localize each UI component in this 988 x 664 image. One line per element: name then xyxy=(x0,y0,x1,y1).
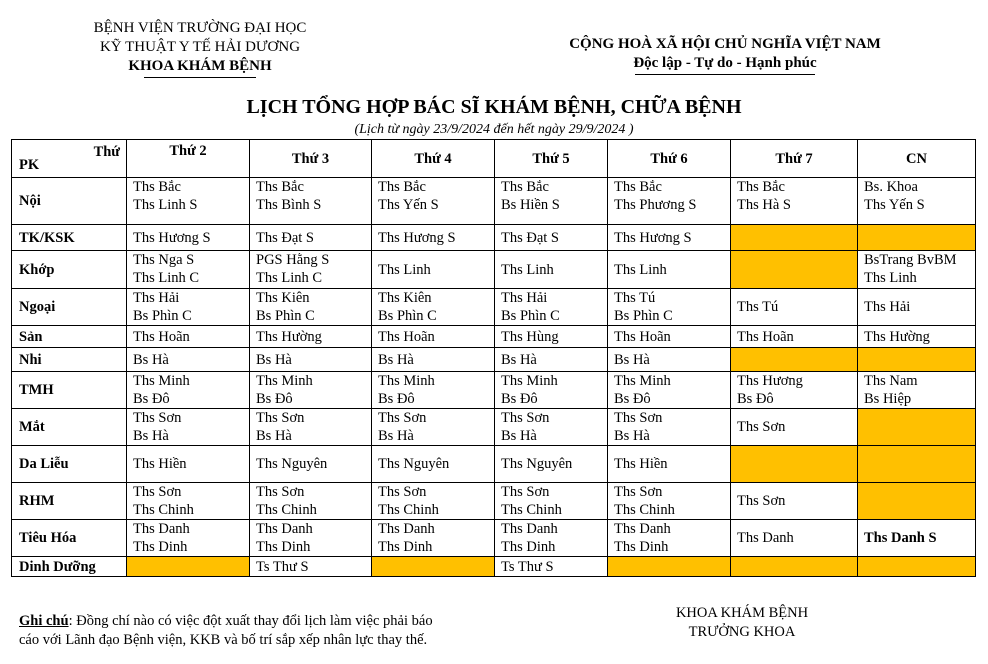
doctor-name: Bs Hà xyxy=(614,428,650,444)
table-row xyxy=(12,289,976,326)
schedule-cell xyxy=(250,348,372,372)
doctor-name: Ths Sơn xyxy=(256,484,305,500)
doctor-name: Ths Tú xyxy=(614,290,656,306)
doctor-name: Ths Nguyên xyxy=(378,456,450,472)
doctor-name: Ths Linh xyxy=(501,261,554,278)
doctor-name: Ths Linh xyxy=(864,270,917,286)
schedule-cell xyxy=(127,520,250,557)
schedule-cell xyxy=(495,289,608,326)
schedule-cell xyxy=(127,409,250,446)
day-header: Thứ 2 xyxy=(127,140,250,178)
schedule-cell xyxy=(495,326,608,348)
schedule-cell xyxy=(495,446,608,483)
doctor-name: Ths Tú xyxy=(737,299,779,315)
hospital-name-line1: BỆNH VIỆN TRƯỜNG ĐẠI HỌC xyxy=(93,20,307,36)
schedule-cell xyxy=(250,520,372,557)
doctor-name: Bs Hà xyxy=(501,351,537,368)
doctor-name: Ths Linh C xyxy=(133,270,200,286)
doctor-name: Ths Hoãn xyxy=(378,328,435,345)
doctor-name: Ths Bắc xyxy=(737,179,785,195)
doctor-name: Ths Danh xyxy=(614,521,671,537)
footnote xyxy=(19,612,489,650)
schedule-cell xyxy=(495,225,608,251)
doctor-name: Ths Hà S xyxy=(737,197,791,213)
schedule-table xyxy=(11,139,976,577)
schedule-cell xyxy=(858,326,976,348)
note-text-line1: : Đồng chí nào có việc đột xuất thay đổi lịch làm việc phải báo xyxy=(68,613,433,629)
schedule-cell xyxy=(858,483,976,520)
doctor-name: Ths Hương S xyxy=(378,229,456,246)
schedule-cell xyxy=(858,557,976,577)
schedule-body xyxy=(12,178,976,577)
doctor-name: Bs Hà xyxy=(133,428,169,444)
doctor-name: Ths Kiên xyxy=(378,290,432,306)
schedule-cell xyxy=(858,409,976,446)
schedule-cell xyxy=(250,225,372,251)
document-subtitle: (Lịch từ ngày 23/9/2024 đến hết ngày 29/9/2024 ) xyxy=(354,122,634,137)
doctor-name: Ths Dinh xyxy=(501,539,556,555)
signature-department: KHOA KHÁM BỆNH xyxy=(675,605,809,621)
doctor-name: Ths Linh C xyxy=(256,270,323,286)
doctor-name: Ths Hoãn xyxy=(133,328,190,345)
schedule-cell xyxy=(731,483,858,520)
schedule-cell xyxy=(731,251,858,289)
doctor-name: Ths Yến S xyxy=(378,197,439,213)
clinic-name: Dinh Dưỡng xyxy=(12,557,127,577)
schedule-cell xyxy=(495,251,608,289)
schedule-cell xyxy=(372,225,495,251)
schedule-cell xyxy=(495,409,608,446)
doctor-name: Ths Nga S xyxy=(133,252,195,268)
day-header: Thứ 5 xyxy=(495,140,608,178)
schedule-cell xyxy=(372,251,495,289)
schedule-cell xyxy=(127,326,250,348)
schedule-cell xyxy=(731,446,858,483)
doctor-name: Ths Bắc xyxy=(256,179,304,195)
doctor-name: Ths Hải xyxy=(864,299,911,315)
doctor-name: Bs Phìn C xyxy=(614,308,673,324)
doctor-name: Bs Hà xyxy=(378,428,414,444)
doctor-name: Bs Phìn C xyxy=(133,308,192,324)
table-row xyxy=(12,251,976,289)
doctor-name: Ths Nguyên xyxy=(256,456,328,472)
schedule-cell xyxy=(372,372,495,409)
doctor-name: Ths Chinh xyxy=(133,502,194,518)
schedule-cell xyxy=(372,409,495,446)
schedule-cell xyxy=(372,520,495,557)
schedule-cell xyxy=(127,178,250,225)
schedule-cell xyxy=(858,520,976,557)
doctor-name: Ths Kiên xyxy=(256,290,310,306)
doctor-name: Ths Hương xyxy=(737,373,803,389)
doctor-name: BsTrang BvBM xyxy=(864,252,957,268)
department-name: KHOA KHÁM BỆNH xyxy=(128,58,272,74)
table-row xyxy=(12,520,976,557)
doctor-name: Bs Đô xyxy=(378,391,415,407)
clinic-name: Da Liễu xyxy=(12,446,127,483)
schedule-cell xyxy=(858,372,976,409)
doctor-name: Bs Đô xyxy=(133,391,170,407)
table-header-row xyxy=(12,140,976,178)
doctor-name: Ths Chinh xyxy=(501,502,562,518)
schedule-cell xyxy=(858,348,976,372)
clinic-name: RHM xyxy=(12,483,127,520)
corner-pk-label: PK xyxy=(19,157,40,173)
doctor-name: Ths Danh xyxy=(378,521,435,537)
header-left-underline xyxy=(144,77,256,78)
clinic-name: Nội xyxy=(12,178,127,225)
schedule-cell xyxy=(250,557,372,577)
schedule-cell xyxy=(127,557,250,577)
table-row xyxy=(12,348,976,372)
doctor-name: Ths Sơn xyxy=(378,484,427,500)
schedule-cell xyxy=(250,483,372,520)
doctor-name: Ths Dinh xyxy=(256,539,311,555)
doctor-name: Bs Hiền S xyxy=(501,197,560,213)
doctor-name: Ths Sơn xyxy=(501,410,550,426)
table-row xyxy=(12,178,976,225)
schedule-cell xyxy=(731,289,858,326)
day-header: Thứ 4 xyxy=(372,140,495,178)
doctor-name: Ths Chinh xyxy=(378,502,439,518)
doctor-name: Ths Minh xyxy=(614,373,671,389)
schedule-cell xyxy=(250,372,372,409)
doctor-name: Ths Minh xyxy=(133,373,190,389)
schedule-cell xyxy=(372,178,495,225)
note-label: Ghi chú xyxy=(19,613,69,629)
doctor-name: PGS Hằng S xyxy=(256,252,330,268)
clinic-name: Tiêu Hóa xyxy=(12,520,127,557)
document-title: LỊCH TỔNG HỢP BÁC SĨ KHÁM BỆNH, CHỮA BỆNH xyxy=(246,96,742,118)
schedule-cell xyxy=(608,348,731,372)
doctor-name: Ths Sơn xyxy=(133,410,182,426)
clinic-name: Nhi xyxy=(12,348,127,372)
doctor-name: Ths Linh xyxy=(378,261,431,278)
doctor-name: Bs Đô xyxy=(614,391,651,407)
doctor-name: Bs Đô xyxy=(737,391,774,407)
schedule-cell xyxy=(372,289,495,326)
schedule-cell xyxy=(608,557,731,577)
doctor-name: Ths Hương S xyxy=(133,229,211,246)
schedule-cell xyxy=(372,483,495,520)
schedule-cell xyxy=(731,372,858,409)
schedule-cell xyxy=(250,446,372,483)
schedule-cell xyxy=(495,483,608,520)
doctor-name: Ths Bắc xyxy=(614,179,662,195)
schedule-cell xyxy=(127,483,250,520)
doctor-name: Ths Sơn xyxy=(501,484,550,500)
doctor-name: Ths Bình S xyxy=(256,197,322,213)
schedule-cell xyxy=(372,326,495,348)
schedule-cell xyxy=(858,178,976,225)
clinic-name: TK/KSK xyxy=(12,225,127,251)
doctor-name: Ths Hường xyxy=(864,328,930,345)
doctor-name: Ths Nguyên xyxy=(501,456,573,472)
day-header: CN xyxy=(858,140,976,178)
schedule-cell xyxy=(608,409,731,446)
schedule-cell xyxy=(608,225,731,251)
doctor-name: Ths Danh xyxy=(133,521,190,537)
schedule-cell xyxy=(608,520,731,557)
doctor-name: Ths Nam xyxy=(864,373,918,389)
doctor-name: Ts Thư S xyxy=(501,558,554,575)
doctor-name: Ths Đạt S xyxy=(501,229,559,246)
doctor-name: Bs Hà xyxy=(378,351,414,368)
schedule-cell xyxy=(731,409,858,446)
doctor-name: Ths Sơn xyxy=(256,410,305,426)
doctor-name: Ths Bắc xyxy=(501,179,549,195)
schedule-cell xyxy=(250,289,372,326)
doctor-name: Ths Sơn xyxy=(378,410,427,426)
doctor-name: Ths Dinh xyxy=(133,539,188,555)
doctor-name: Bs Hà xyxy=(256,428,292,444)
table-row xyxy=(12,372,976,409)
schedule-cell xyxy=(495,520,608,557)
doctor-name: Ths Hoãn xyxy=(737,328,794,345)
doctor-name: Bs Hiệp xyxy=(864,391,912,407)
national-header xyxy=(540,35,910,75)
doctor-name: Ths Hải xyxy=(133,290,180,306)
schedule-cell xyxy=(608,446,731,483)
schedule-cell xyxy=(608,178,731,225)
doctor-name: Ths Sơn xyxy=(614,484,663,500)
corner-cell xyxy=(12,140,127,178)
national-motto: Độc lập - Tự do - Hạnh phúc xyxy=(633,55,817,71)
schedule-cell xyxy=(731,348,858,372)
doctor-name: Ths Bắc xyxy=(378,179,426,195)
doctor-name: Bs Hà xyxy=(501,428,537,444)
signature-block xyxy=(642,604,842,642)
hospital-header xyxy=(60,19,340,78)
schedule-cell xyxy=(127,289,250,326)
schedule-cell xyxy=(127,225,250,251)
table-row xyxy=(12,557,976,577)
clinic-name: Khớp xyxy=(12,251,127,289)
doctor-name: Ths Phương S xyxy=(614,197,697,213)
schedule-cell xyxy=(608,372,731,409)
clinic-name: Mắt xyxy=(12,409,127,446)
schedule-cell xyxy=(608,326,731,348)
table-row xyxy=(12,326,976,348)
clinic-name: TMH xyxy=(12,372,127,409)
table-row xyxy=(12,446,976,483)
doctor-name: Ths Hiền xyxy=(614,456,668,472)
schedule-cell xyxy=(495,372,608,409)
table-row xyxy=(12,409,976,446)
doctor-name: Ths Hoãn xyxy=(614,328,671,345)
doctor-name: Ths Chinh xyxy=(614,502,675,518)
schedule-cell xyxy=(250,251,372,289)
doctor-name: Ths Hương S xyxy=(614,229,692,246)
doctor-name: Ths Danh xyxy=(501,521,558,537)
doctor-name: Ths Sơn xyxy=(614,410,663,426)
doctor-name: Ths Danh S xyxy=(864,530,937,546)
doctor-name: Ths Linh S xyxy=(133,197,198,213)
doctor-name: Bs Hà xyxy=(614,351,650,368)
doctor-name: Bs Phìn C xyxy=(501,308,560,324)
day-header: Thứ 6 xyxy=(608,140,731,178)
schedule-cell xyxy=(372,557,495,577)
schedule-cell xyxy=(731,326,858,348)
clinic-name: Sản xyxy=(12,326,127,348)
schedule-cell xyxy=(495,348,608,372)
doctor-name: Ths Hường xyxy=(256,328,322,345)
doctor-name: Ths Sơn xyxy=(737,419,786,435)
day-header: Thứ 7 xyxy=(731,140,858,178)
schedule-cell xyxy=(127,251,250,289)
note-text-line2: cáo với Lãnh đạo Bệnh viện, KKB và bố trí sắp xếp nhân lực thay thế. xyxy=(19,632,428,648)
doctor-name: Ths Chinh xyxy=(256,502,317,518)
schedule-cell xyxy=(608,483,731,520)
schedule-cell xyxy=(731,520,858,557)
doctor-name: Ths Dinh xyxy=(614,539,669,555)
schedule-cell xyxy=(250,409,372,446)
doctor-name: Ths Minh xyxy=(378,373,435,389)
doctor-name: Ths Sơn xyxy=(737,493,786,509)
doctor-name: Ths Danh xyxy=(737,530,794,546)
day-header: Thứ 3 xyxy=(250,140,372,178)
table-row xyxy=(12,225,976,251)
doctor-name: Ths Danh xyxy=(256,521,313,537)
hospital-name-line2: KỸ THUẬT Y TẾ HẢI DƯƠNG xyxy=(99,39,301,55)
schedule-cell xyxy=(495,178,608,225)
schedule-cell xyxy=(731,178,858,225)
doctor-name: Ths Hải xyxy=(501,290,548,306)
doctor-name: Bs Hà xyxy=(133,351,169,368)
doctor-name: Ths Minh xyxy=(501,373,558,389)
doctor-name: Ths Sơn xyxy=(133,484,182,500)
doctor-name: Bs Phìn C xyxy=(378,308,437,324)
doctor-name: Bs Đô xyxy=(501,391,538,407)
doctor-name: Ths Minh xyxy=(256,373,313,389)
schedule-cell xyxy=(608,289,731,326)
doctor-name: Ths Linh xyxy=(614,261,667,278)
schedule-cell xyxy=(127,348,250,372)
schedule-cell xyxy=(372,348,495,372)
corner-day-label: Thứ xyxy=(93,144,120,160)
doctor-name: Bs Phìn C xyxy=(256,308,315,324)
doctor-name: Bs Hà xyxy=(256,351,292,368)
doctor-name: Bs. Khoa xyxy=(864,179,918,195)
doctor-name: Bs Đô xyxy=(256,391,293,407)
header-right-underline xyxy=(635,74,815,75)
schedule-cell xyxy=(858,225,976,251)
doctor-name: Ts Thư S xyxy=(256,558,309,575)
schedule-cell xyxy=(495,557,608,577)
doctor-name: Ths Bắc xyxy=(133,179,181,195)
doctor-name: Ths Dinh xyxy=(378,539,433,555)
doctor-name: Ths Hùng xyxy=(501,328,559,345)
schedule-cell xyxy=(858,446,976,483)
schedule-cell xyxy=(731,557,858,577)
schedule-cell xyxy=(127,372,250,409)
doctor-name: Ths Yến S xyxy=(864,197,925,213)
doctor-name: Ths Hiền xyxy=(133,456,187,472)
schedule-cell xyxy=(608,251,731,289)
schedule-cell xyxy=(858,251,976,289)
schedule-cell xyxy=(250,326,372,348)
schedule-cell xyxy=(250,178,372,225)
table-row xyxy=(12,483,976,520)
schedule-cell xyxy=(372,446,495,483)
schedule-cell xyxy=(127,446,250,483)
schedule-cell xyxy=(731,225,858,251)
signature-role: TRƯỞNG KHOA xyxy=(688,624,796,640)
national-title: CỘNG HOÀ XÃ HỘI CHỦ NGHĨA VIỆT NAM xyxy=(569,36,881,52)
doctor-name: Ths Đạt S xyxy=(256,229,314,246)
schedule-cell xyxy=(858,289,976,326)
clinic-name: Ngoại xyxy=(12,289,127,326)
